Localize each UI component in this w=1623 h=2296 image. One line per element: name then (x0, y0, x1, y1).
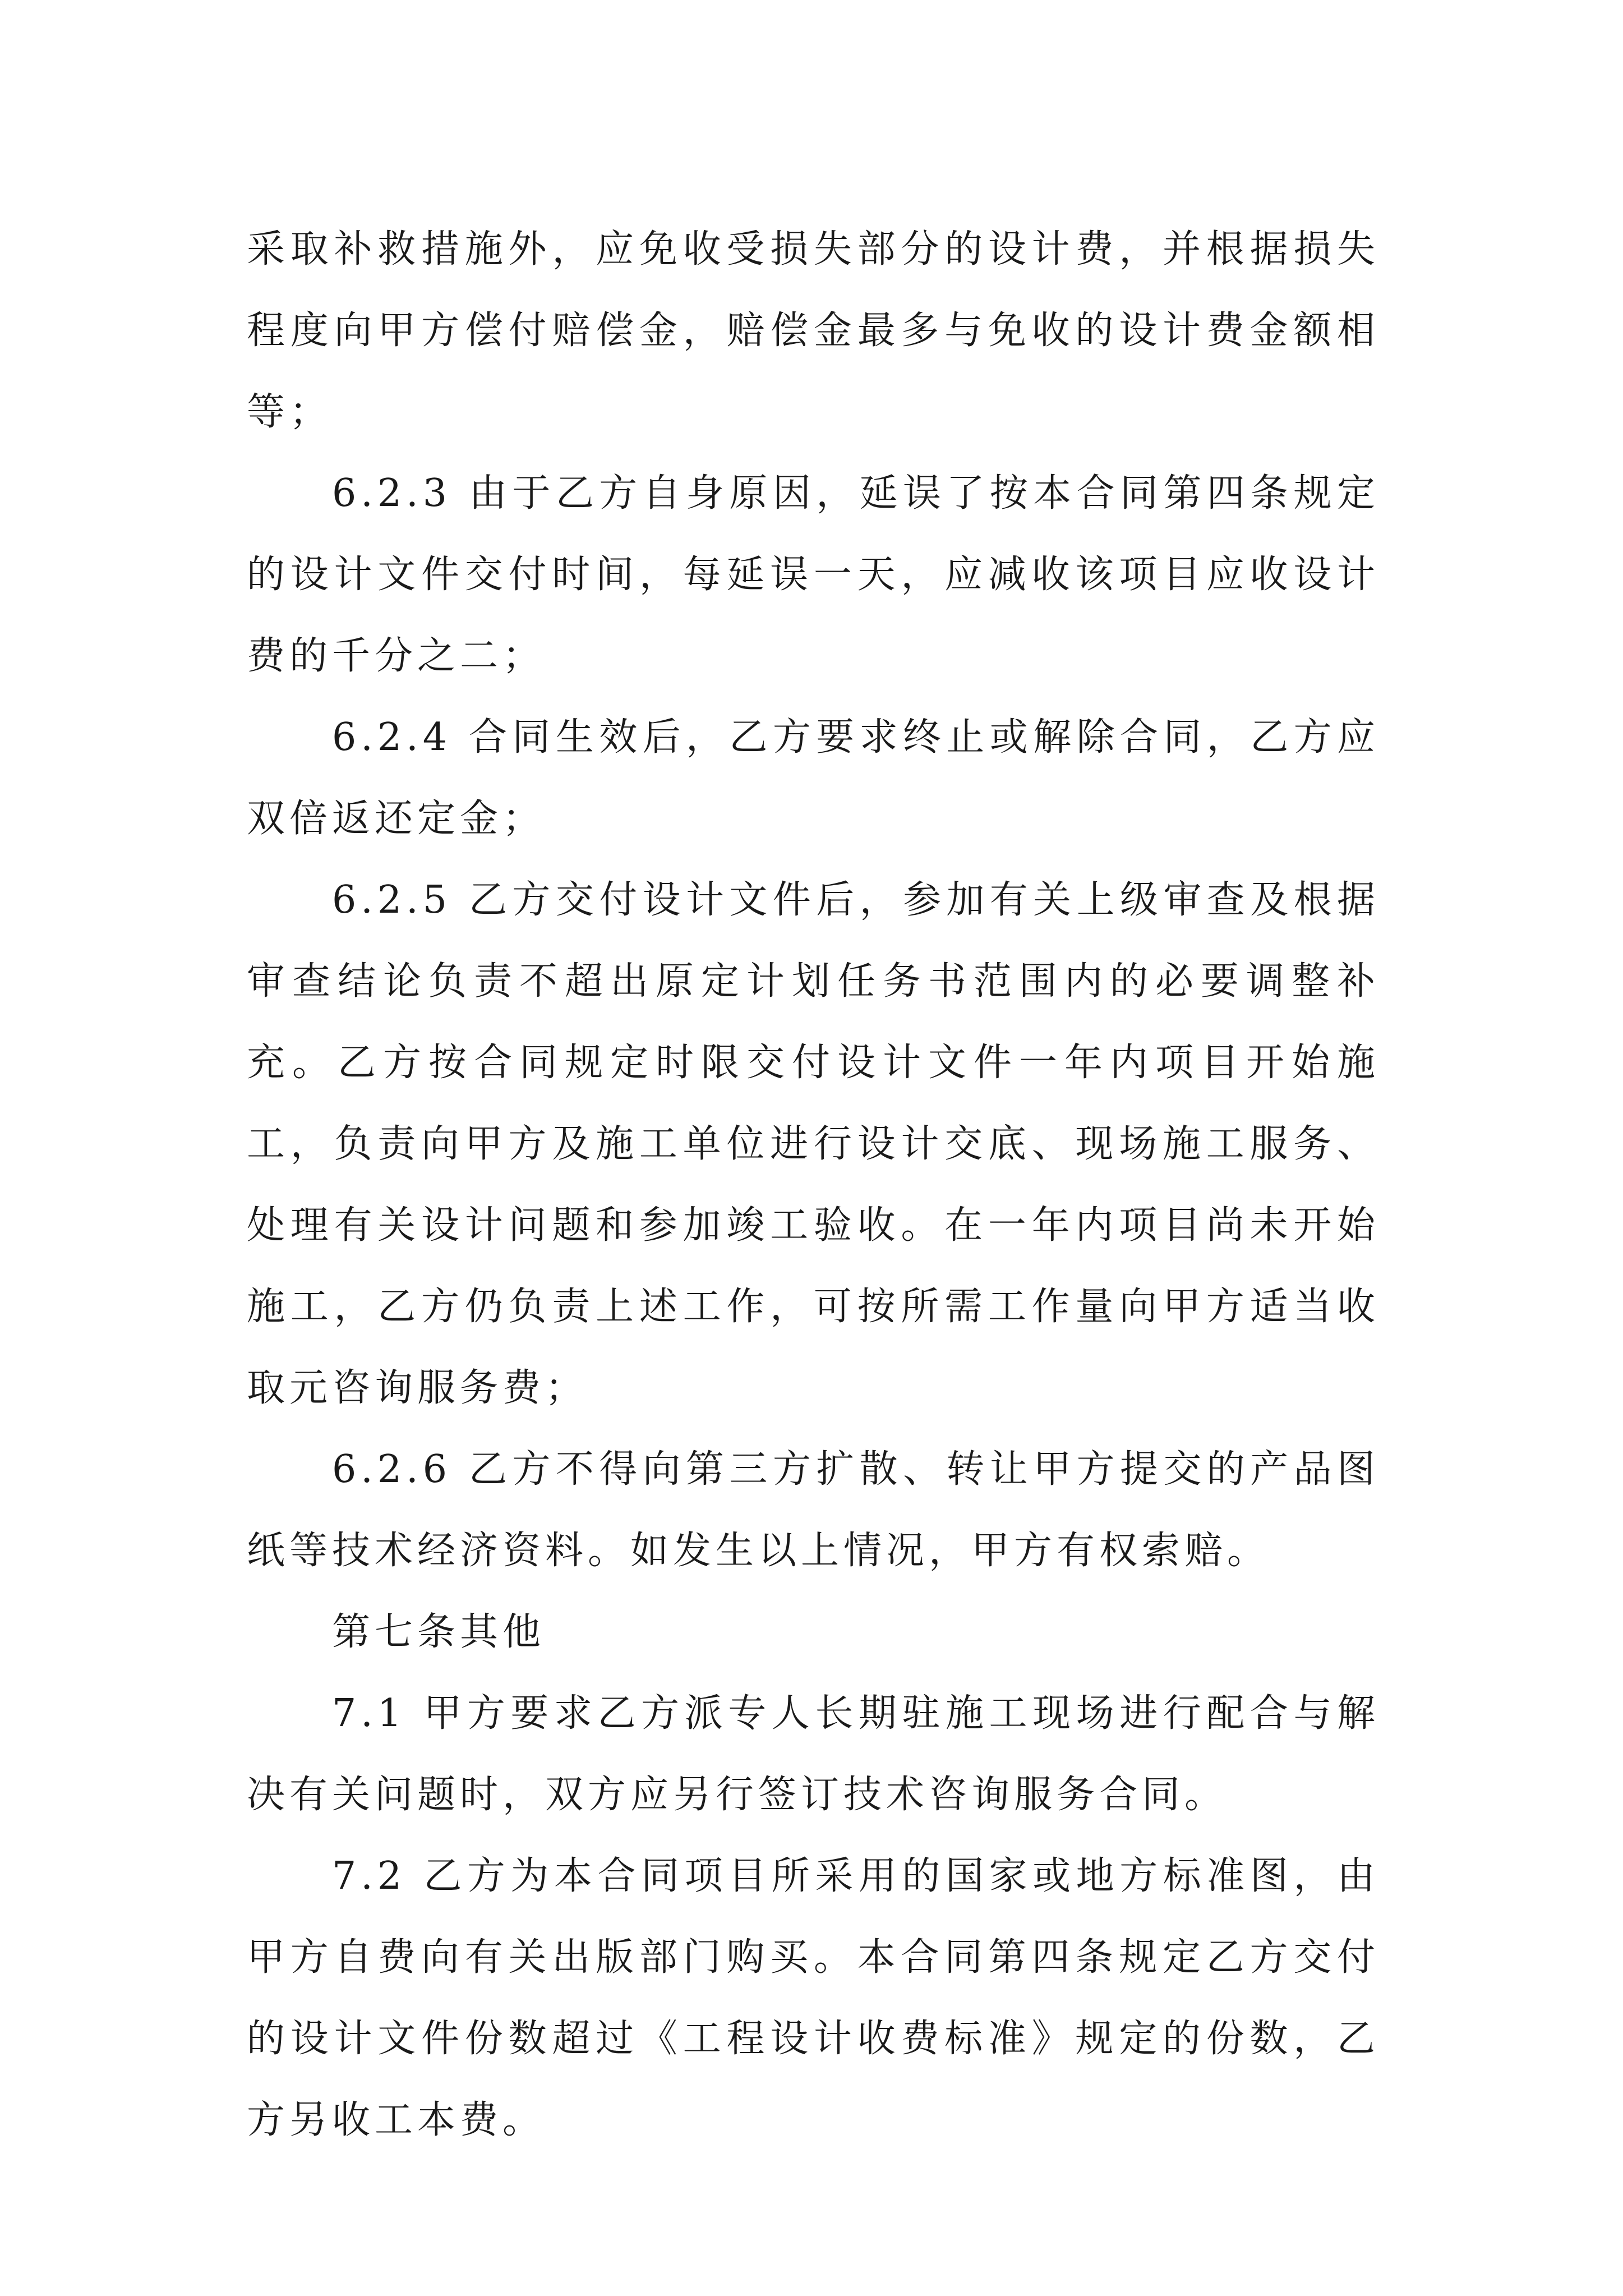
document-body (247, 209, 1380, 2161)
paragraph-continued-compensation: 采取补救措施外，应免收受损失部分的设计费，并根据损失程度向甲方偿付赔偿金，赔偿金最多与免收的设计费金额相等； (247, 227, 1380, 434)
paragraph-7-2: 7.2 乙方为本合同项目所采用的国家或地方标准图，由甲方自费向有关出版部门购买。本合同第四条规定乙方交付的设计文件份数超过《工程设计收费标准》规定的份数，乙方另收工本费。 (247, 1854, 1380, 2142)
paragraph-6-2-6: 6.2.6 乙方不得向第三方扩散、转让甲方提交的产品图纸等技术经济资料。如发生以上情况，甲方有权索赔。 (247, 1447, 1380, 1573)
section-heading-article-7: 第七条其他 (332, 1610, 546, 1654)
paragraph-6-2-3: 6.2.3 由于乙方自身原因，延误了按本合同第四条规定的设计文件交付时间，每延误一天，应减收该项目应收设计费的千分之二； (247, 471, 1380, 678)
paragraph-6-2-5: 6.2.5 乙方交付设计文件后，参加有关上级审查及根据审查结论负责不超出原定计划任务书范围内的必要调整补充。乙方按合同规定时限交付设计文件一年内项目开始施工，负责向甲方及施工单位进行设计交底、现场施工服务、处理有关设计问题和参加竣工验收。在一年内项目尚未开始施工，乙方仍负责上述工作，可按所需工作量向甲方适当收取元咨询服务费； (247, 878, 1380, 1410)
paragraph-7-1: 7.1 甲方要求乙方派专人长期驻施工现场进行配合与解决有关问题时，双方应另行签订技术咨询服务合同。 (247, 1691, 1380, 1817)
paragraph-6-2-4: 6.2.4 合同生效后，乙方要求终止或解除合同，乙方应双倍返还定金； (247, 715, 1380, 841)
